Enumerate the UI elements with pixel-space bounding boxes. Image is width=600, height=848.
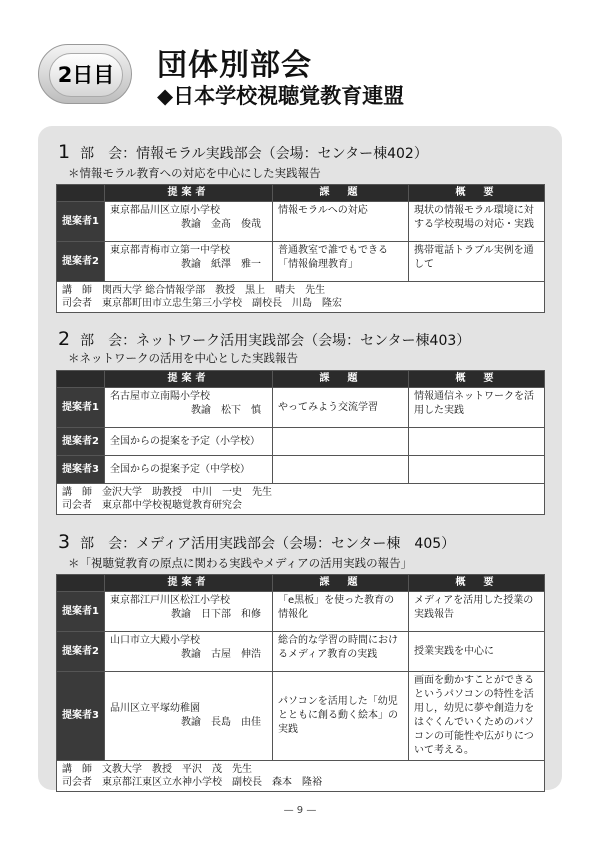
summary-cell [409, 428, 545, 456]
table-row [57, 592, 545, 632]
section-3-table [56, 574, 545, 792]
topic-cell: 総合的な学習の時間におけるメディア教育の実践 [273, 632, 409, 672]
table-header-row [57, 575, 545, 592]
section-2-note: ＊ネットワークの活用を中心とした実践報告 [68, 351, 298, 365]
page-subtitle: ◆日本学校視聴覚教育連盟 [157, 84, 405, 108]
summary-cell: 情報通信ネットワークを活用した実践 [409, 388, 545, 428]
footer-row [57, 484, 545, 515]
topic-cell: 普通教室で誰でもできる「情報倫理教育」 [273, 242, 409, 282]
presenter-school: 東京都青梅市立第一中学校 [110, 245, 230, 256]
header-presenter: 提案者 [105, 371, 273, 388]
footer-row [57, 761, 545, 792]
section-1-table [56, 184, 545, 313]
moderator: 司会者 東京都中学校視聴覚教育研究会 [62, 500, 242, 511]
topic-cell: 「e黒板」を使った教育の情報化 [273, 592, 409, 632]
presenter-name: 教諭 紙澤 雅一 [181, 259, 261, 270]
header-empty [57, 371, 105, 388]
presenter-name: 教諭 松下 慎 [191, 405, 261, 416]
lecturer: 講 師 関西大学 総合情報学部 教授 黒上 晴夫 先生 [62, 285, 326, 296]
moderator: 司会者 東京都江東区立水神小学校 副校長 森本 隆裕 [62, 777, 322, 788]
header-presenter: 提案者 [105, 185, 273, 202]
row-label: 提案者1 [57, 388, 105, 428]
presenter-cell [105, 632, 273, 672]
summary-cell: 画面を動かすことができるというパソコンの特性を活用し，幼児に夢や創造力をはぐくんでいくためのパソコンの可能性や広がりについて考える。 [409, 672, 545, 761]
page-title: 団体別部会 [157, 48, 312, 83]
presenter-school: 名古屋市立南陽小学校 [110, 391, 210, 402]
section-3-note: ＊「視聴覚教育の原点に関わる実践やメディアの活用実践の報告」 [68, 556, 413, 570]
presenter-name: 教諭 古屋 伸浩 [181, 649, 261, 660]
topic-cell: パソコンを活用した「幼児とともに創る動く絵本」の実践 [273, 672, 409, 761]
presenter-cell [105, 202, 273, 242]
header-summary: 概 要 [409, 185, 545, 202]
section-1-note: ＊情報モラル教育への対応を中心にした実践報告 [68, 166, 321, 180]
table-row [57, 202, 545, 242]
presenter-school: 山口市立大殿小学校 [110, 635, 200, 646]
table-row [57, 388, 545, 428]
section-title: 部 会：ネットワーク活用実践部会（会場：センター棟403） [80, 333, 471, 349]
moderator: 司会者 東京都町田市立忠生第三小学校 副校長 川島 隆宏 [62, 298, 342, 309]
row-label: 提案者3 [57, 672, 105, 761]
footer-cell [57, 761, 545, 792]
header-summary: 概 要 [409, 371, 545, 388]
presenter-cell [105, 242, 273, 282]
section-2-heading [58, 328, 470, 350]
row-label: 提案者2 [57, 632, 105, 672]
row-label: 提案者2 [57, 428, 105, 456]
section-number: 1 [58, 141, 71, 163]
section-2-table [56, 370, 545, 515]
footer-cell [57, 484, 545, 515]
table-header-row [57, 371, 545, 388]
lecturer: 講 師 金沢大学 助教授 中川 一史 先生 [62, 487, 272, 498]
summary-cell: 授業実践を中心に [409, 632, 545, 672]
presenter-name: 教諭 金髙 俊哉 [181, 219, 261, 230]
section-1-heading [58, 141, 428, 163]
topic-cell: やってみよう交流学習 [273, 388, 409, 428]
section-title: 部 会：情報モラル実践部会（会場：センター棟402） [80, 146, 428, 162]
summary-cell [409, 456, 545, 484]
header-topic: 課 題 [273, 371, 409, 388]
presenter-cell: 全国からの提案予定（中学校） [105, 456, 273, 484]
presenter-school: 品川区立平塚幼稚園 [110, 703, 200, 714]
summary-cell: メディアを活用した授業の実践報告 [409, 592, 545, 632]
day-badge-label: 2日目 [49, 53, 123, 97]
presenter-cell [105, 388, 273, 428]
footer-cell [57, 282, 545, 313]
presenter-cell [105, 592, 273, 632]
header-summary: 概 要 [409, 575, 545, 592]
header-topic: 課 題 [273, 575, 409, 592]
table-row [57, 428, 545, 456]
presenter-school: 東京都品川区立原小学校 [110, 205, 220, 216]
page-number: — 9 — [283, 805, 317, 816]
section-number: 2 [58, 328, 71, 350]
topic-cell [273, 456, 409, 484]
day-badge [38, 44, 132, 104]
topic-cell [273, 428, 409, 456]
header-empty [57, 575, 105, 592]
table-header-row [57, 185, 545, 202]
header-empty [57, 185, 105, 202]
topic-cell: 情報モラルへの対応 [273, 202, 409, 242]
presenter-cell [105, 672, 273, 761]
table-row [57, 632, 545, 672]
footer-row [57, 282, 545, 313]
table-row [57, 672, 545, 761]
header-presenter: 提案者 [105, 575, 273, 592]
section-3-heading [58, 531, 455, 553]
lecturer: 講 師 文教大学 教授 平沢 茂 先生 [62, 764, 252, 775]
header-topic: 課 題 [273, 185, 409, 202]
table-row [57, 456, 545, 484]
presenter-cell: 全国からの提案を予定（小学校） [105, 428, 273, 456]
row-label: 提案者2 [57, 242, 105, 282]
presenter-name: 教諭 長島 由佳 [181, 717, 261, 728]
section-title: 部 会：メディア活用実践部会（会場：センター棟 405） [80, 536, 456, 552]
table-row [57, 242, 545, 282]
row-label: 提案者1 [57, 202, 105, 242]
section-number: 3 [58, 531, 71, 553]
presenter-name: 教諭 日下部 和修 [171, 609, 261, 620]
row-label: 提案者3 [57, 456, 105, 484]
summary-cell: 携帯電話トラブル実例を通して [409, 242, 545, 282]
row-label: 提案者1 [57, 592, 105, 632]
summary-cell: 現状の情報モラル環境に対する学校現場の対応・実践 [409, 202, 545, 242]
presenter-school: 東京都江戸川区松江小学校 [110, 595, 230, 606]
